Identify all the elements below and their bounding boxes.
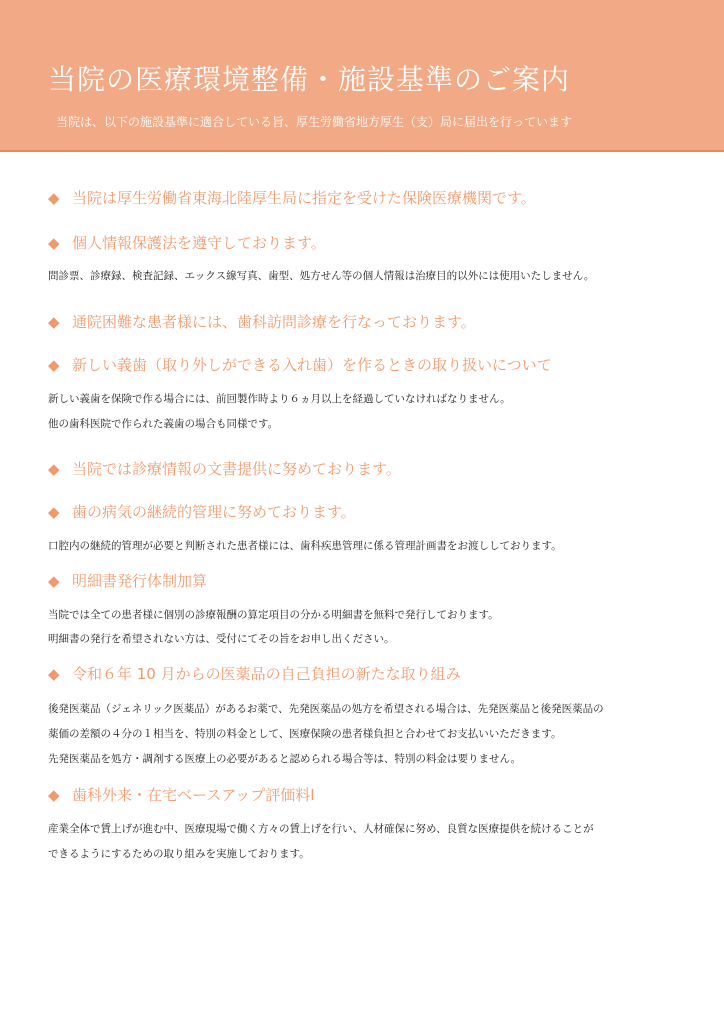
section-heading: ◆ 令和６年 10 月からの医薬品の自己負担の新たな取り組み	[48, 665, 461, 683]
section-heading: ◆ 通院困難な患者様には、歯科訪問診療を行なっております。	[48, 313, 476, 331]
section-paragraph: 問診票、診療録、検査記録、エックス線写真、歯型、処方せん等の個人情報は治療目的以外には使用いたしません。	[48, 270, 595, 282]
section-paragraph: 新しい義歯を保険で作る場合には、前回製作時より６ヵ月以上を経過していなければなりません。	[48, 393, 511, 405]
section-heading: ◆ 個人情報保護法を遵守しております。	[48, 234, 326, 252]
section-paragraph: 他の歯科医院で作られた義歯の場合も同様です。	[48, 418, 279, 430]
section-paragraph: 後発医薬品（ジェネリック医薬品）があるお薬で、先発医薬品の処方を希望される場合は、先発医薬品と後発医薬品の	[48, 703, 604, 715]
diamond-bullet-icon: ◆	[48, 572, 60, 590]
section-paragraph: 当院では全ての患者様に個別の診療報酬の算定項目の分かる明細書を無料で発行しております。	[48, 609, 499, 621]
section-heading: ◆ 当院は厚生労働省東海北陸厚生局に指定を受けた保険医療機関です。	[48, 189, 536, 207]
diamond-bullet-icon: ◆	[48, 460, 60, 478]
section-paragraph: 産業全体で賃上げが進む中、医療現場で働く方々の賃上げを行い、人材確保に努め、良質な医療提供を続けることが	[48, 823, 594, 835]
section-paragraph: 先発医薬品を処方・調剤する医療上の必要があると認められる場合等は、特別の料金は要りません。	[48, 753, 522, 765]
section-heading: ◆ 歯科外来・在宅ベースアップ評価料Ⅰ	[48, 786, 315, 804]
diamond-bullet-icon: ◆	[48, 503, 60, 521]
diamond-bullet-icon: ◆	[48, 189, 60, 207]
diamond-bullet-icon: ◆	[48, 786, 60, 804]
page-subtitle: 当院は、以下の施設基準に適合している旨、厚生労働省地方厚生（支）局に届出を行っています	[56, 115, 573, 129]
section-heading: ◆ 歯の病気の継続的管理に努めております。	[48, 503, 356, 521]
header-banner	[0, 0, 724, 152]
section-paragraph: 明細書の発行を希望されない方は、受付にてその旨をお申し出ください。	[48, 633, 395, 645]
section-heading: ◆ 新しい義歯（取り外しができる入れ歯）を作るときの取り扱いについて	[48, 356, 552, 374]
diamond-bullet-icon: ◆	[48, 665, 60, 683]
section-paragraph: 口腔内の継続的管理が必要と判断された患者様には、歯科疾患管理に係る管理計画書をお渡ししております。	[48, 540, 562, 552]
section-heading: ◆ 明細書発行体制加算	[48, 572, 208, 590]
page-title: 当院の医療環境整備・施設基準のご案内	[48, 63, 571, 96]
diamond-bullet-icon: ◆	[48, 356, 60, 374]
diamond-bullet-icon: ◆	[48, 313, 60, 331]
section-heading: ◆ 当院では診療情報の文書提供に努めております。	[48, 460, 401, 478]
section-paragraph: 薬価の差額の４分の１相当を、特別の料金として、医療保険の患者様負担と合わせてお支払いいただきます。	[48, 728, 562, 740]
section-paragraph: できるようにするための取り組みを実施しております。	[48, 848, 310, 860]
diamond-bullet-icon: ◆	[48, 234, 60, 252]
